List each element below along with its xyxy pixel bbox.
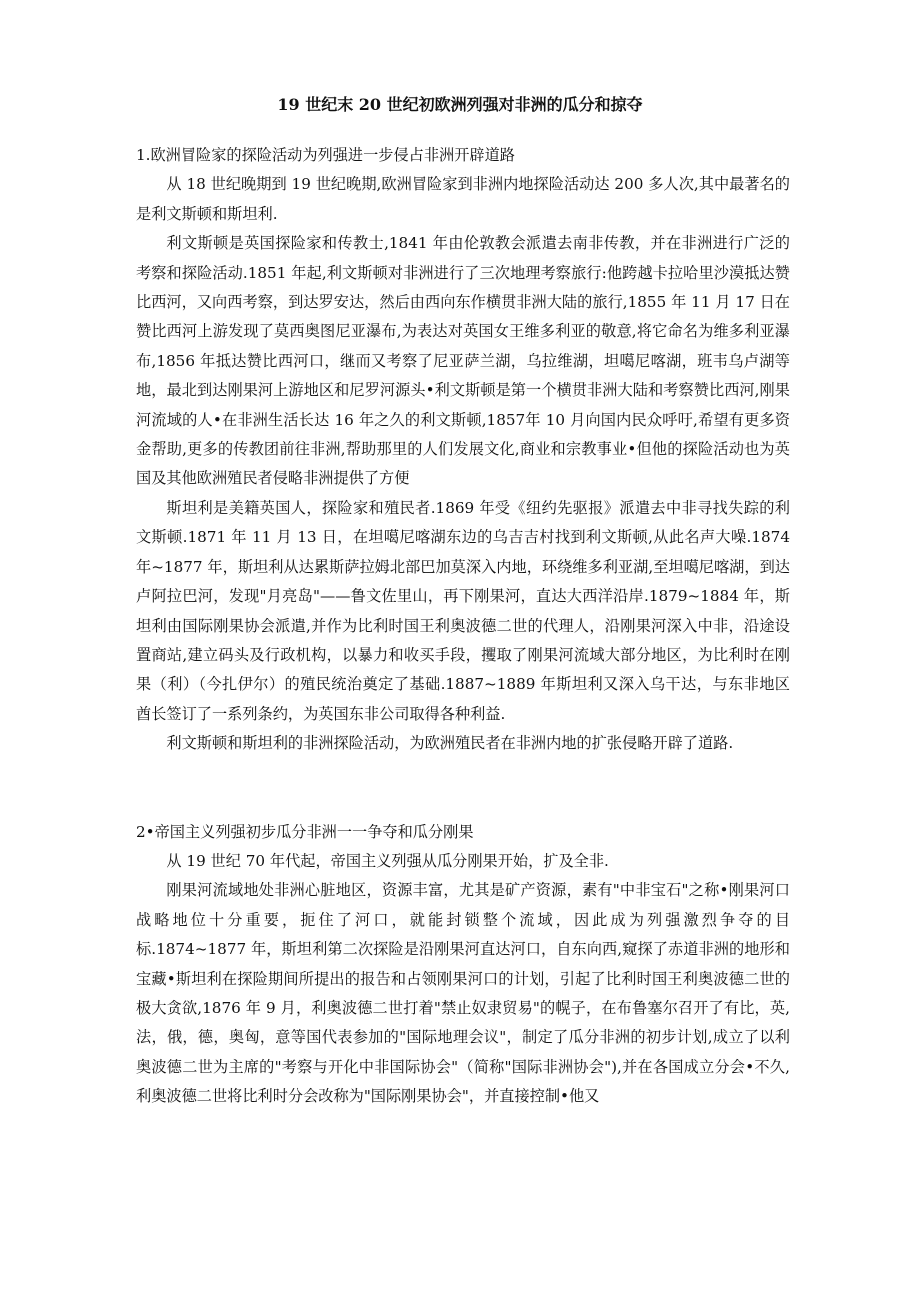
section-1 bbox=[136, 141, 790, 759]
paragraph: 斯坦利是美籍英国人，探险家和殖民者.1869 年受《纽约先驱报》派遣去中非寻找失踪的利文斯顿.1871 年 11 月 13 日，在坦噶尼喀湖东边的乌吉吉村找到利文斯顿,从此名声大噪.1874 年~1877 年，斯坦利从达累斯萨拉姆北部巴加莫深入内地，环绕维多利亚湖,至坦噶尼喀湖，到达卢阿拉巴河，发现"月亮岛"——鲁文佐里山，再下刚果河，直达大西洋沿岸.1879~1884 年，斯坦利由国际刚果协会派遣,并作为比利时国王利奥波德二世的代理人，沿刚果河深入中非，沿途设置商站,建立码头及行政机构，以暴力和收买手段，攫取了刚果河流域大部分地区，为比利时在刚果（利）（今扎伊尔）的殖民统治奠定了基础.1887~1889 年斯坦利又深入乌干达，与东非地区酋长签订了一系列条约，为英国东非公司取得各种利益. bbox=[136, 498, 790, 723]
paragraph: 利文斯顿是英国探险家和传教士,1841 年由伦敦教会派遣去南非传教，并在非洲进行广泛的考察和探险活动.1851 年起,利文斯顿对非洲进行了三次地理考察旅行:他跨越卡拉哈里沙漠抵达赞比西河，又向西考察，到达罗安达，然后由西向东作横贯非洲大陆的旅行,1855 年 11 月 17 日在赞比西河上游发现了莫西奥图尼亚瀑布,为表达对英国女王维多利亚的敬意,将它命名为维多利亚瀑布,1856 年抵达赞比西河口，继而又考察了尼亚萨兰湖，乌拉维湖，坦噶尼喀湖，班韦乌卢湖等地，最北到达刚果河上游地区和尼罗河源头•利文斯顿是第一个横贯非洲大陆和考察赞比西河,刚果河流域的人•在非洲生活长达 16 年之久的利文斯顿,1857年 10 月向国内民众呼吁,希望有更多资金帮助,更多的传教团前往非洲,帮助那里的人们发展文化,商业和宗教事业•但他的探险活动也为英国及其他欧洲殖民者侵略非洲提供了方便 bbox=[136, 234, 790, 488]
section-heading: 1.欧洲冒险家的探险活动为列强进一步侵占非洲开辟道路 bbox=[136, 146, 515, 164]
section-heading: 2•帝国主义列强初步瓜分非洲一一争夺和瓜分刚果 bbox=[136, 822, 474, 841]
section-2 bbox=[136, 818, 790, 1112]
document-body bbox=[136, 141, 790, 1112]
paragraph: 利文斯顿和斯坦利的非洲探险活动，为欧洲殖民者在非洲内地的扩张侵略开辟了道路. bbox=[166, 734, 734, 753]
paragraph: 从 18 世纪晚期到 19 世纪晚期,欧洲冒险家到非洲内地探险活动达 200 多人次,其中最著名的是利文斯顿和斯坦利. bbox=[136, 175, 790, 223]
paragraph: 从 19 世纪 70 年代起，帝国主义列强从瓜分刚果开始，扩及全非. bbox=[166, 851, 609, 870]
paragraph: 刚果河流域地处非洲心脏地区，资源丰富，尤其是矿产资源，素有"中非宝石"之称•刚果河口战略地位十分重要，扼住了河口，就能封锁整个流域，因此成为列强激烈争夺的目标.1874~1877 年，斯坦利第二次探险是沿刚果河直达河口，自东向西,窥探了赤道非洲的地形和宝藏•斯坦利在探险期间所提出的报告和占领刚果河口的计划，引起了比利时国王利奥波德二世的极大贪欲,1876 年 9 月，利奥波德二世打着"禁止奴隶贸易"的幌子，在布鲁塞尔召开了有比，英,法，俄，德，奥匈，意等国代表参加的"国际地理会议"，制定了瓜分非洲的初步计划,成立了以利奥波德二世为主席的"考察与开化中非国际协会"（简称"国际非洲协会"),并在各国成立分会•不久,利奥波德二世将比利时分会改称为"国际刚果协会"，并直接控制•他又 bbox=[136, 881, 790, 1106]
document-title: 19 世纪末 20 世纪初欧洲列强对非洲的瓜分和掠夺 bbox=[277, 95, 643, 114]
